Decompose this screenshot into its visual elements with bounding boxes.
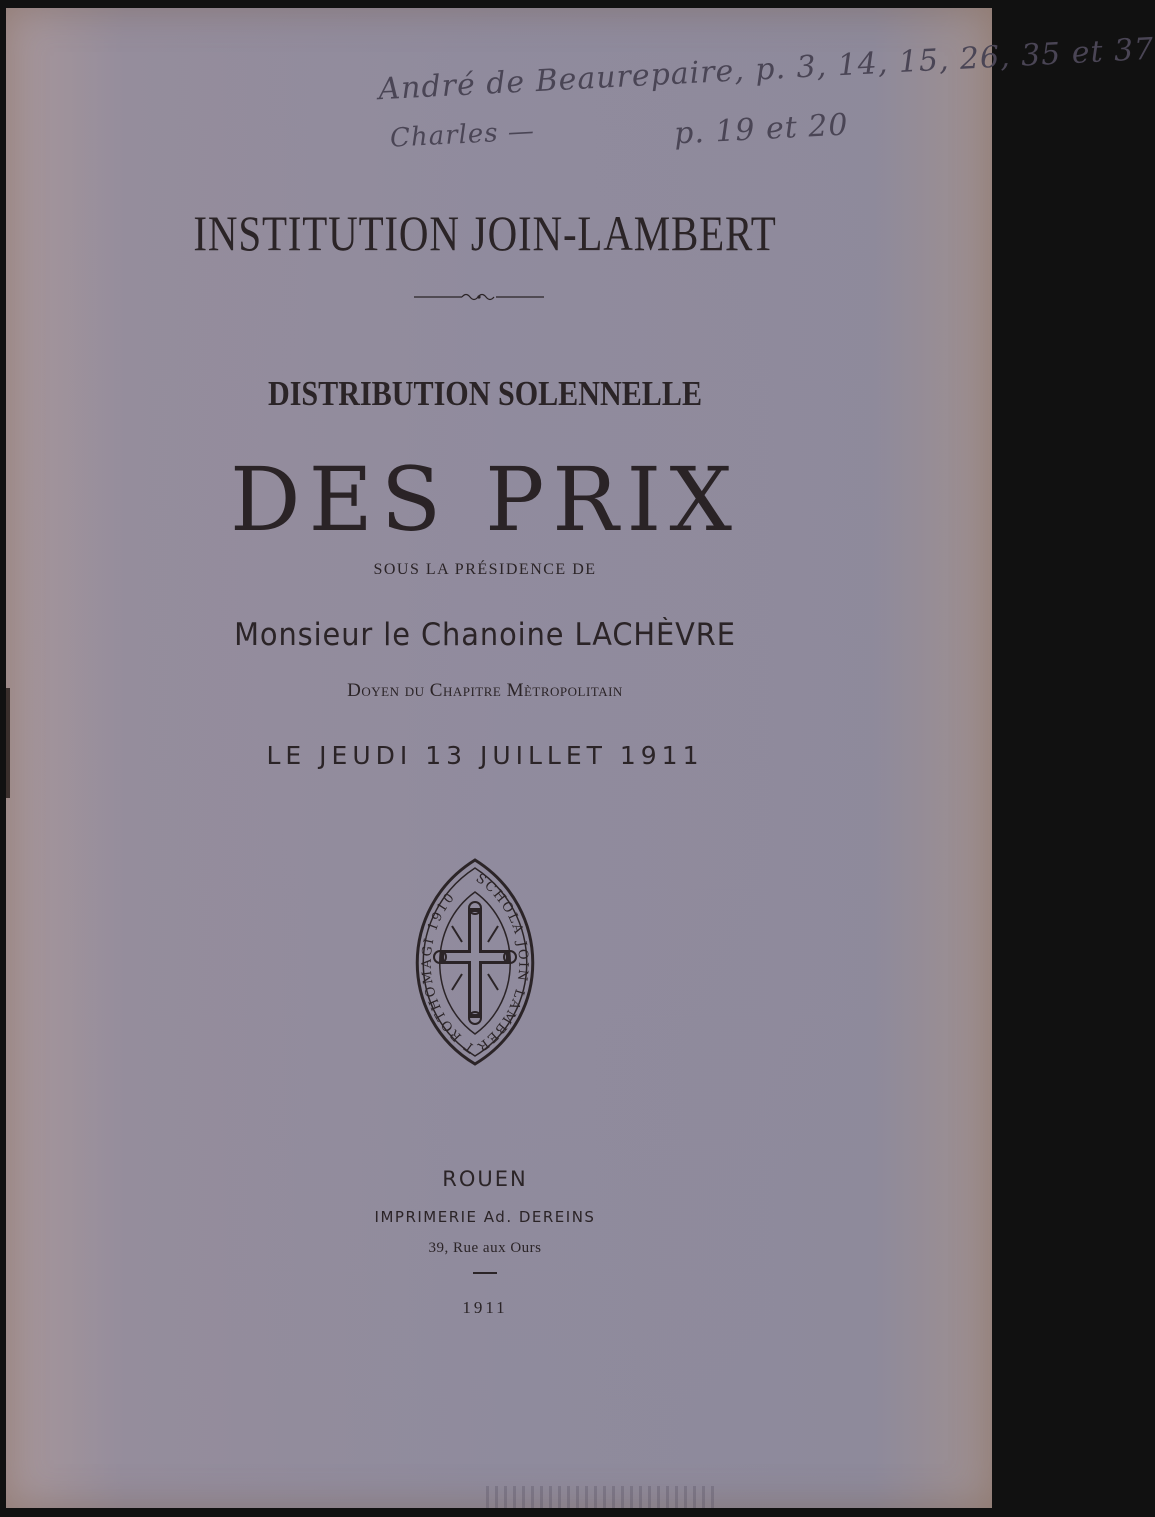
- handwritten-note-line-3: p. 19 et 20: [673, 107, 850, 152]
- imprint-city: ROUEN: [442, 1167, 528, 1191]
- imprint-year: 1911: [462, 1298, 508, 1317]
- title-des-prix: DES PRIX: [230, 448, 740, 551]
- handwritten-note-line-1: André de Beaurepaire, p. 3, 14, 15, 26, 35 et 37: [377, 31, 1155, 108]
- imprint-rule: [473, 1272, 497, 1274]
- faded-stamp-mark: [486, 1486, 716, 1508]
- ceremony-date: LE JEUDI 13 JUILLET 1911: [266, 741, 704, 770]
- ornament-divider: [414, 290, 544, 304]
- imprint-address: 39, Rue aux Ours: [428, 1240, 542, 1256]
- imprint-printer: IMPRIMERIE Ad. DEREINS: [374, 1208, 596, 1226]
- title-distribution: DISTRIBUTION SOLENNELLE: [267, 374, 703, 413]
- school-seal-icon: [404, 858, 546, 1066]
- svg-text:SCHOLA JOIN LAMBERT ROTHOMAGI: SCHOLA JOIN LAMBERT ROTHOMAGI 1910: [419, 871, 531, 1056]
- presidency-intro: SOUS LA PRÉSIDENCE DE: [373, 561, 597, 578]
- handwritten-note-line-2: Charles —: [389, 116, 536, 154]
- institution-name: INSTITUTION JOIN-LAMBERT: [193, 205, 777, 261]
- president-role: Doyen du Chapitre Mètropolitain: [347, 680, 623, 701]
- president-name: Monsieur le Chanoine LACHÈVRE: [234, 617, 736, 653]
- booklet-cover: [6, 8, 1155, 1508]
